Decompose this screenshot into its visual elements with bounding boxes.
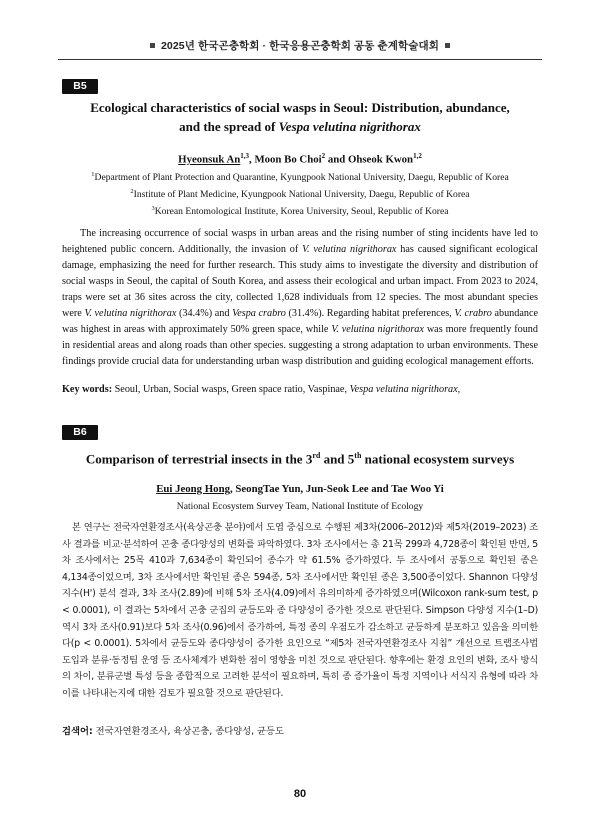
- b5-author-3: Ohseok Kwon: [347, 153, 414, 166]
- b5-author-1-sup: 1,3: [240, 152, 250, 160]
- b5-affiliations: [62, 168, 538, 220]
- b6-affiliation: National Ecosystem Survey Team, National Institute of Ecology: [176, 501, 424, 512]
- b6-authors: [62, 483, 538, 495]
- b5-affiliation-sup: 1: [91, 171, 95, 178]
- b5-keywords-label: Key words:: [62, 384, 113, 395]
- b5-author-2: Moon Bo Choi: [254, 153, 322, 166]
- b6-title-sup: th: [354, 451, 362, 460]
- b5-keywords: [62, 383, 538, 397]
- b6-abstract: 본 연구는 전국자연환경조사(육상곤충 분야)에서 도엽 중심으로 수행된 제3차(2006–2012)와 제5차(2019–2023) 조사 결과를 비교·분석하여 곤충 종다양성의 변화를 파악하였다. 3차 조사에서는 총 21목 299과 4,728종이 확인된 반면, 5차 조사에서는 25목 410과 7,634종이 확인되어 종수가 약 61.5% 증가하였다. 두 조사에서 공통으로 확인된 종은 4,134종이었으며, 3차 조사에서만 확인된 종은 594종, 5차 조사에서만 확인된 종은 3,500종이었다. Shannon 다양성 지수(H') 분석 결과, 3차 조사(2.89)에 비해 5차 조사(4.09)에서 유의미하게 증가하였으며(Wilcoxon rank-sum test, p < 0.0001), 이 결과는 5차에서 곤충 군집의 균등도와 종 다양성이 증가한 것으로 판단된다. Simpson 다양성 지수(1–D) 역시 3차 조사(0.91)보다 5차 조사(0.96)에서 증가하여, 특정 종의 우점도가 감소하고 균등하게 분포하고 있음을 의미한다(p < 0.0001). 5차에서 균등도와 종다양성이 증가한 요인으로 “제5차 전국자연환경조사 지침” 개선으로 트랩조사법 도입과 분류·동정팀 운영 등 조사체계가 변화한 점이 영향을 미친 것으로 판단된다. 향후에는 환경 요인의 변화, 조사 방식의 차이, 분류군별 특성 등을 종합적으로 고려한 분석이 필요하며, 특히 종 증가율이 특정 지역이나 서식지 유형에 따라 차이를 나타내는지에 대한 검토가 필요할 것으로 판단된다.: [62, 522, 538, 699]
- b6-authors-rest: , SeongTae Yun, Jun-Seok Lee and Tae Woo Yi: [229, 483, 444, 495]
- b6-title-text: and 5: [320, 451, 355, 467]
- b5-title-line2: [62, 117, 538, 136]
- page-number: 80: [293, 788, 307, 800]
- b5-abstract: [62, 226, 538, 370]
- b5-author-2-sup: 2: [321, 152, 326, 160]
- b6-title-text: national ecosystem surveys: [361, 451, 515, 467]
- b5-affiliation-text: Institute of Plant Medicine, Kyungpook National University, Daegu, Republic of Korea: [133, 189, 470, 201]
- b5-affiliation: [62, 202, 538, 219]
- b6-badge: B6: [62, 425, 98, 440]
- b6-keywords-label: 검색어:: [62, 726, 93, 737]
- b5-abstract-species: Vespa crabro: [232, 308, 286, 319]
- b6-title: [62, 446, 538, 468]
- b5-badge: B5: [62, 79, 98, 94]
- b5-abstract-species: V. velutina nigrithorax: [302, 244, 397, 255]
- b6-keywords: [62, 723, 538, 737]
- b5-abstract-species: V. velutina nigrithorax: [331, 324, 424, 335]
- b5-author-sep-1: ,: [249, 153, 255, 166]
- b5-title: [62, 98, 538, 136]
- b5-title-line1: Ecological characteristics of social wasps in Seoul: Distribution, abundance,: [90, 100, 510, 115]
- square-bullet-icon: [445, 43, 450, 48]
- square-bullet-icon: [150, 43, 155, 48]
- b5-abstract-text: was more frequently found in residential areas and along roads than other species. suggesting a strong adaptation to urban environments. These findings provide crucial data for understanding urban wasp distribution and guiding ecological management efforts.: [62, 324, 538, 367]
- b6-title-text: Comparison of terrestrial insects in the 3: [85, 451, 313, 467]
- b5-abstract-species: V. crabro: [454, 308, 492, 319]
- b5-abstract-species: V. velutina nigrithorax: [84, 308, 177, 319]
- b5-abstract-text: has caused significant ecological damage, emphasizing the need for further research. This study aims to investigate the diversity and distribution of social wasps in Seoul, the capital of South Korea, and assess their ecological and urban impact. From 2023 to 2024, traps were set at 36 sites across the city, collected 1,628 individuals from 12 species. The most abundant species were: [62, 244, 538, 319]
- header-rule: [58, 59, 542, 60]
- b6-keywords-text: 전국자연환경조사, 육상곤충, 종다양성, 균등도: [92, 726, 284, 737]
- b5-keywords-text: Seoul, Urban, Social wasps, Green space ratio, Vaspinae,: [112, 384, 350, 395]
- b5-abstract-text: (34.4%) and: [176, 308, 233, 319]
- b5-affiliation-sup: 2: [130, 188, 134, 196]
- conference-header: [0, 38, 600, 53]
- b5-title-species: Vespa velutina nigrithorax: [278, 119, 421, 134]
- b5-abstract-text: abundance was highest in areas with approximately 50% green space, while: [62, 308, 539, 335]
- b5-abstract-text: The increasing occurrence of social wasps in urban areas and the rising number of sting incidents have led to heightened public concern. Additionally, the invasion of: [62, 228, 538, 255]
- b5-affiliation-text: Department of Plant Protection and Quarantine, Kyungpook National University, Daegu, Republic of Korea: [94, 172, 509, 184]
- b5-keywords-species: Vespa velutina nigrithorax,: [349, 384, 461, 395]
- b5-affiliation-text: Korean Entomological Institute, Korea University, Seoul, Republic of Korea: [154, 206, 449, 218]
- b5-abstract-text: (31.4%). Regarding habitat preferences,: [285, 308, 455, 319]
- conference-header-text: 2025년 한국곤충학회 · 한국응용곤충학회 공동 춘계학술대회: [160, 40, 440, 52]
- b5-authors: [62, 152, 538, 166]
- b6-title-sup: rd: [312, 451, 321, 460]
- b5-title-line2-text: and the spread of: [179, 119, 279, 134]
- b5-affiliation-sup: 3: [151, 205, 155, 213]
- b5-affiliation: [62, 168, 538, 185]
- b6-author-presenter: Eui Jeong Hong: [156, 483, 230, 495]
- b5-affiliation: [62, 185, 538, 202]
- b5-author-1: Hyeonsuk An: [178, 153, 241, 166]
- b5-author-3-sup: 1,2: [413, 152, 422, 160]
- b5-author-sep-2: and: [325, 153, 348, 166]
